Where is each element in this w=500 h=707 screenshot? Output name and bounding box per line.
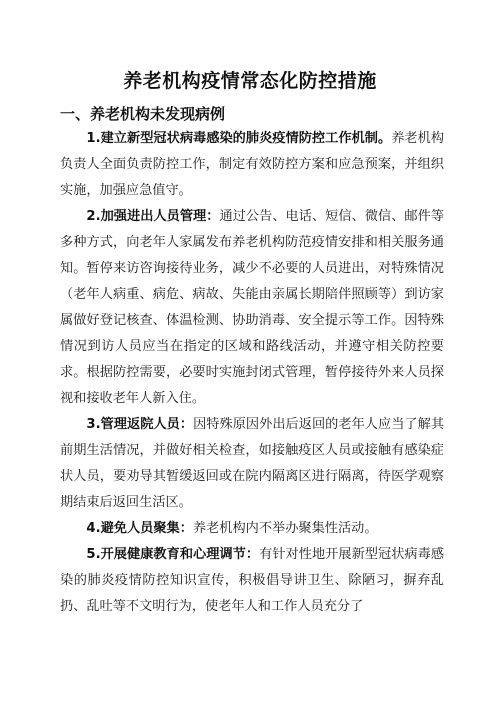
paragraph-lead: 3.管理返院人员： — [86, 417, 194, 432]
paragraph-text: 因特殊原因外出后返回的老年人应当了解其前期生活情况，并做好相关检查，如接触疫区人员或接触有感染症状人员，要劝导其暂缓返回或在院内隔离区进行隔离，待医学观察期结束后返回生活区。 — [60, 417, 445, 510]
paragraph-lead: 4.避免人员聚集： — [86, 521, 193, 536]
measure-paragraph-1 — [60, 126, 444, 204]
paragraph-lead: 1.建立新型冠状病毒感染的肺炎疫情防控工作机制。 — [86, 131, 392, 146]
paragraph-text: 养老机构负责人全面负责防控工作，制定有效防控方案和应急预案，并组织实施，加强应急值守。 — [60, 131, 445, 198]
paragraph-lead: 2.加强进出人员管理： — [86, 209, 220, 224]
paragraph-text: 有针对性地开展新型冠状病毒感染的肺炎疫情防控知识宣传，积极倡导讲卫生、除陋习，摒弃乱扔、乱吐等不文明行为，使老年人和工作人员充分了 — [60, 547, 445, 614]
measure-paragraph-2 — [60, 204, 444, 412]
paragraph-text: 养老机构内不举办聚集性活动。 — [192, 521, 378, 536]
paragraph-lead: 5.开展健康教育和心理调节： — [86, 547, 260, 562]
section-body — [60, 126, 444, 620]
document-title: 养老机构疫情常态化防控措施 — [123, 70, 377, 92]
measure-paragraph-5 — [60, 542, 444, 620]
paragraph-text: 通过公告、电话、短信、微信、邮件等多种方式，向老年人家属发布养老机构防范疫情安排和相关服务通知。暂停来访咨询接待业务，减少不必要的人员进出，对特殊情况（老年人病重、病危、病故、失能由亲属长期陪伴照顾等）到访家属做好登记核查、体温检测、协助消毒、安全提示等工作。因特殊情况到访人员应当在指定的区域和路线活动，并遵守相关防控要求。根据防控需要，必要时实施封闭式管理，暂停接待外来人员探视和接收老年人新入住。 — [60, 209, 445, 406]
measure-paragraph-3 — [60, 412, 444, 516]
section-heading: 一、养老机构未发现病例 — [60, 105, 226, 123]
measure-paragraph-4 — [60, 516, 444, 542]
